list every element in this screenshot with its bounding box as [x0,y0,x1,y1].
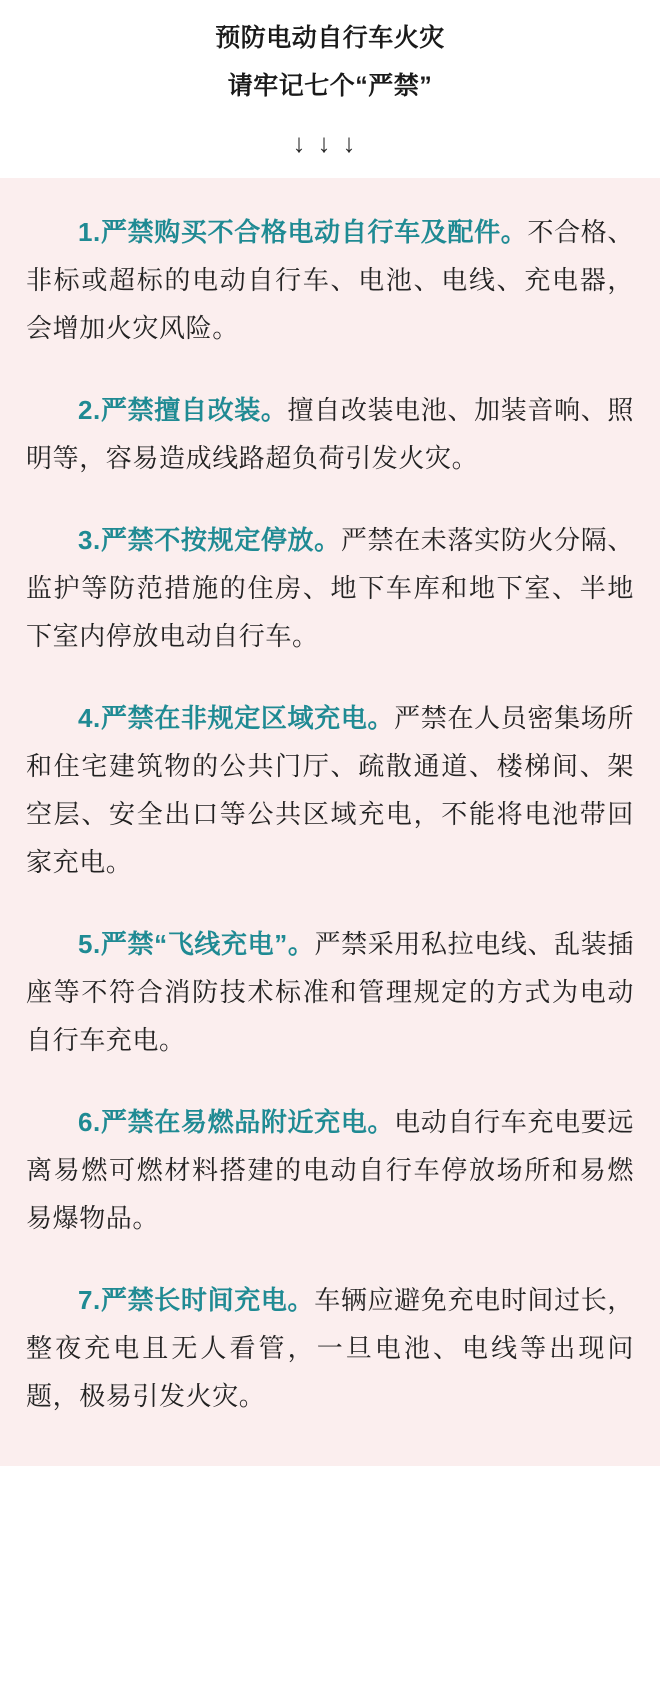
rule-number: 4. [78,703,101,733]
rule-paragraph [26,1098,634,1242]
rule-paragraph [26,208,634,352]
document-header [0,0,660,116]
rule-lead: 严禁“飞线充电”。 [100,929,315,959]
rule-number: 3. [78,525,101,555]
rule-number: 2. [78,395,101,425]
rule-lead: 严禁在非规定区域充电。 [100,703,395,733]
page-title-line-1: 预防电动自行车火灾 [215,24,445,52]
rule-lead: 严禁擅自改装。 [100,395,288,425]
list-item [26,694,634,886]
rule-number: 6. [78,1107,101,1137]
rule-paragraph [26,920,634,1064]
rule-number: 1. [78,217,101,247]
list-item [26,920,634,1064]
rule-text: 不合格、非标或超标的电动自行车、电池、电线、充电器，会增加火灾风险。 [26,217,634,343]
list-item [26,386,634,482]
rule-paragraph [26,694,634,886]
list-item [26,1098,634,1242]
rule-lead: 严禁不按规定停放。 [100,525,341,555]
rule-text: 电动自行车充电要远离易燃可燃材料搭建的电动自行车停放场所和易燃易爆物品。 [26,1107,634,1233]
down-arrows-icon: ↓↓↓ [292,128,368,158]
rule-text: 车辆应避免充电时间过长，整夜充电且无人看管，一旦电池、电线等出现问题，极易引发火灾。 [26,1285,634,1411]
rule-text: 严禁采用私拉电线、乱装插座等不符合消防技术标准和管理规定的方式为电动自行车充电。 [26,929,634,1055]
rule-number: 7. [78,1285,101,1315]
rule-lead: 严禁长时间充电。 [100,1285,315,1315]
rule-lead: 严禁在易燃品附近充电。 [100,1107,395,1137]
list-item [26,1276,634,1420]
rule-paragraph [26,516,634,660]
list-item [26,516,634,660]
rule-number: 5. [78,929,101,959]
rule-text: 严禁在人员密集场所和住宅建筑物的公共门厅、疏散通道、楼梯间、架空层、安全出口等公共区域充电，不能将电池带回家充电。 [26,703,634,877]
rule-paragraph [26,1276,634,1420]
rule-paragraph [26,386,634,482]
list-item [26,208,634,352]
rule-text: 擅自改装电池、加装音响、照明等，容易造成线路超负荷引发火灾。 [26,395,634,473]
page-title-line-2: 请牢记七个“严禁” [227,72,433,100]
rule-lead: 严禁购买不合格电动自行车及配件。 [100,217,528,247]
rule-text: 严禁在未落实防火分隔、监护等防范措施的住房、地下车库和地下室、半地下室内停放电动自行车。 [26,525,634,651]
rules-panel [0,178,660,1466]
